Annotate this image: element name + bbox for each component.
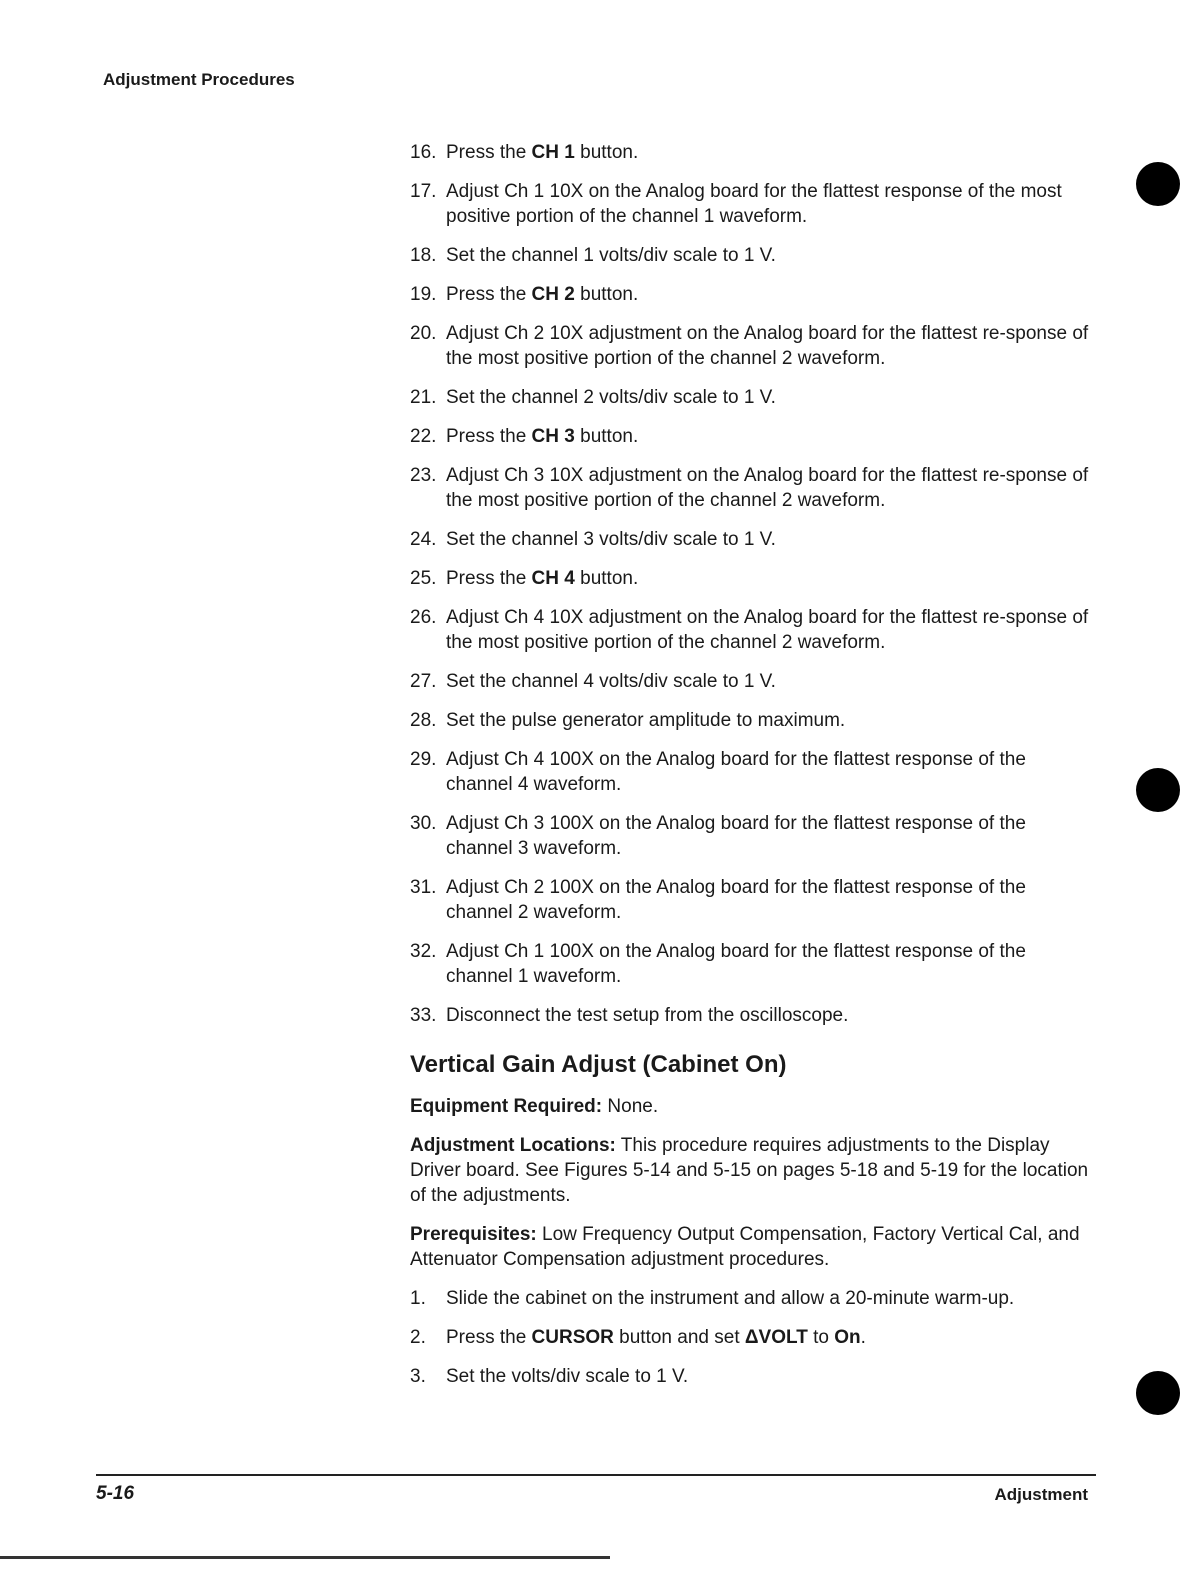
footer-section-name: Adjustment: [994, 1485, 1088, 1504]
procedure-step: [410, 463, 1090, 513]
procedure-step: [410, 179, 1090, 229]
binding-hole-dot: [1136, 768, 1180, 812]
procedure-step: [410, 282, 1090, 307]
step-text: [446, 1325, 1090, 1350]
step-text-run: Press the: [446, 426, 532, 447]
step-number: 23.: [410, 465, 437, 486]
adjustment-locations: [410, 1133, 1090, 1208]
procedure-step: [410, 424, 1090, 449]
step-text: Adjust Ch 4 10X adjustment on the Analog board for the flattest re-sponse of the most positive portion of the channel 2 waveform.: [446, 607, 1089, 653]
step-number: 2.: [410, 1327, 426, 1348]
step-text: Adjust Ch 2 10X adjustment on the Analog board for the flattest re-sponse of the most positive portion of the channel 2 waveform.: [446, 323, 1089, 369]
step-text: Adjust Ch 3 10X adjustment on the Analog board for the flattest re-sponse of the most positive portion of the channel 2 waveform.: [446, 465, 1089, 511]
step-text: Slide the cabinet on the instrument and allow a 20-minute warm-up.: [446, 1288, 1015, 1309]
step-text-emphasis: ΔVOLT: [744, 1327, 808, 1348]
step-text: Adjust Ch 3 100X on the Analog board for the flattest response of the channel 3 waveform.: [446, 813, 1026, 859]
step-text: Set the pulse generator amplitude to maximum.: [446, 710, 846, 731]
step-text: Set the channel 4 volts/div scale to 1 V.: [446, 671, 776, 692]
step-number: 20.: [410, 323, 437, 344]
procedure-step: [410, 321, 1090, 371]
procedure-step: [410, 140, 1090, 165]
step-text: Adjust Ch 1 10X on the Analog board for the flattest response of the most positive portion of the channel 1 waveform.: [446, 181, 1062, 227]
procedure-step: [410, 811, 1090, 861]
equipment-label: Equipment Required:: [410, 1096, 603, 1117]
step-number: 26.: [410, 607, 437, 628]
procedure-step: [410, 875, 1090, 925]
procedure-step: [410, 669, 1090, 694]
locations-label: Adjustment Locations:: [410, 1135, 616, 1156]
step-text: [446, 282, 1090, 307]
step-text-run: to: [807, 1327, 835, 1348]
step-text-run: Press the: [446, 284, 532, 305]
steps-list-b: [410, 1286, 1090, 1389]
step-text: Disconnect the test setup from the oscilloscope.: [446, 1005, 849, 1026]
locations-text: This procedure requires adjustments to the Display Driver board. See Figures 5-14 and 5-15 on pages 5-18 and 5-19 for the location of the adjustments.: [410, 1135, 1089, 1206]
step-text-emphasis: CH 4: [531, 568, 575, 589]
step-number: 32.: [410, 941, 437, 962]
procedure-step: [410, 243, 1090, 268]
step-text-emphasis: CH 2: [531, 284, 575, 305]
step-number: 31.: [410, 877, 437, 898]
step-text: Adjust Ch 1 100X on the Analog board for the flattest response of the channel 1 waveform.: [446, 941, 1026, 987]
procedure-step: [410, 708, 1090, 733]
prereq-text: Low Frequency Output Compensation, Factory Vertical Cal, and Attenuator Compensation adjustment procedures.: [410, 1224, 1080, 1270]
procedure-step: [410, 1286, 1090, 1311]
step-number: 16.: [410, 142, 437, 163]
step-text: [446, 566, 1090, 591]
procedure-step: [410, 566, 1090, 591]
step-text-emphasis: On: [834, 1327, 861, 1348]
step-number: 1.: [410, 1288, 426, 1309]
prerequisites: [410, 1222, 1090, 1272]
procedure-step: [410, 527, 1090, 552]
step-text-run: button.: [574, 142, 639, 163]
step-number: 24.: [410, 529, 437, 550]
equipment-required: [410, 1094, 1090, 1119]
procedure-step: [410, 939, 1090, 989]
step-text-run: Press the: [446, 568, 532, 589]
step-text-emphasis: CH 1: [531, 142, 575, 163]
binding-hole-dot: [1136, 162, 1180, 206]
scan-edge-line: [0, 1556, 610, 1559]
step-number: 19.: [410, 284, 437, 305]
step-number: 3.: [410, 1366, 426, 1387]
step-text-emphasis: CH 3: [531, 426, 575, 447]
prereq-label: Prerequisites:: [410, 1224, 537, 1245]
footer-rule: [96, 1474, 1096, 1476]
steps-list-a: [410, 140, 1090, 1028]
step-text-run: button.: [574, 284, 639, 305]
step-text-run: button.: [574, 426, 639, 447]
procedure-step: [410, 747, 1090, 797]
step-text-run: .: [860, 1327, 866, 1348]
step-number: 33.: [410, 1005, 437, 1026]
step-number: 17.: [410, 181, 437, 202]
step-text: Set the channel 1 volts/div scale to 1 V.: [446, 245, 776, 266]
step-number: 25.: [410, 568, 437, 589]
step-text-emphasis: CURSOR: [531, 1327, 614, 1348]
procedure-step: [410, 1003, 1090, 1028]
procedure-step: [410, 1325, 1090, 1350]
step-text: [446, 140, 1090, 165]
section-title: Vertical Gain Adjust (Cabinet On): [410, 1051, 787, 1078]
procedure-step: [410, 1364, 1090, 1389]
step-number: 28.: [410, 710, 437, 731]
step-text: Adjust Ch 2 100X on the Analog board for the flattest response of the channel 2 waveform.: [446, 877, 1026, 923]
step-number: 22.: [410, 426, 437, 447]
step-text: Set the channel 2 volts/div scale to 1 V.: [446, 387, 776, 408]
step-number: 30.: [410, 813, 437, 834]
step-number: 29.: [410, 749, 437, 770]
page-content: [410, 140, 1090, 1403]
step-text: Set the channel 3 volts/div scale to 1 V.: [446, 529, 776, 550]
step-text: Adjust Ch 4 100X on the Analog board for the flattest response of the channel 4 waveform.: [446, 749, 1026, 795]
procedure-step: [410, 605, 1090, 655]
equipment-text: None.: [602, 1096, 659, 1117]
step-number: 21.: [410, 387, 437, 408]
page-number: 5-16: [96, 1483, 135, 1504]
step-number: 18.: [410, 245, 437, 266]
step-text: [446, 424, 1090, 449]
step-text: Set the volts/div scale to 1 V.: [446, 1366, 689, 1387]
step-text-run: Press the: [446, 1327, 532, 1348]
step-text-run: Press the: [446, 142, 532, 163]
step-text-run: button.: [574, 568, 639, 589]
step-text-run: button and set: [613, 1327, 745, 1348]
running-head: Adjustment Procedures: [103, 70, 295, 89]
binding-hole-dot: [1136, 1371, 1180, 1415]
procedure-step: [410, 385, 1090, 410]
step-number: 27.: [410, 671, 437, 692]
